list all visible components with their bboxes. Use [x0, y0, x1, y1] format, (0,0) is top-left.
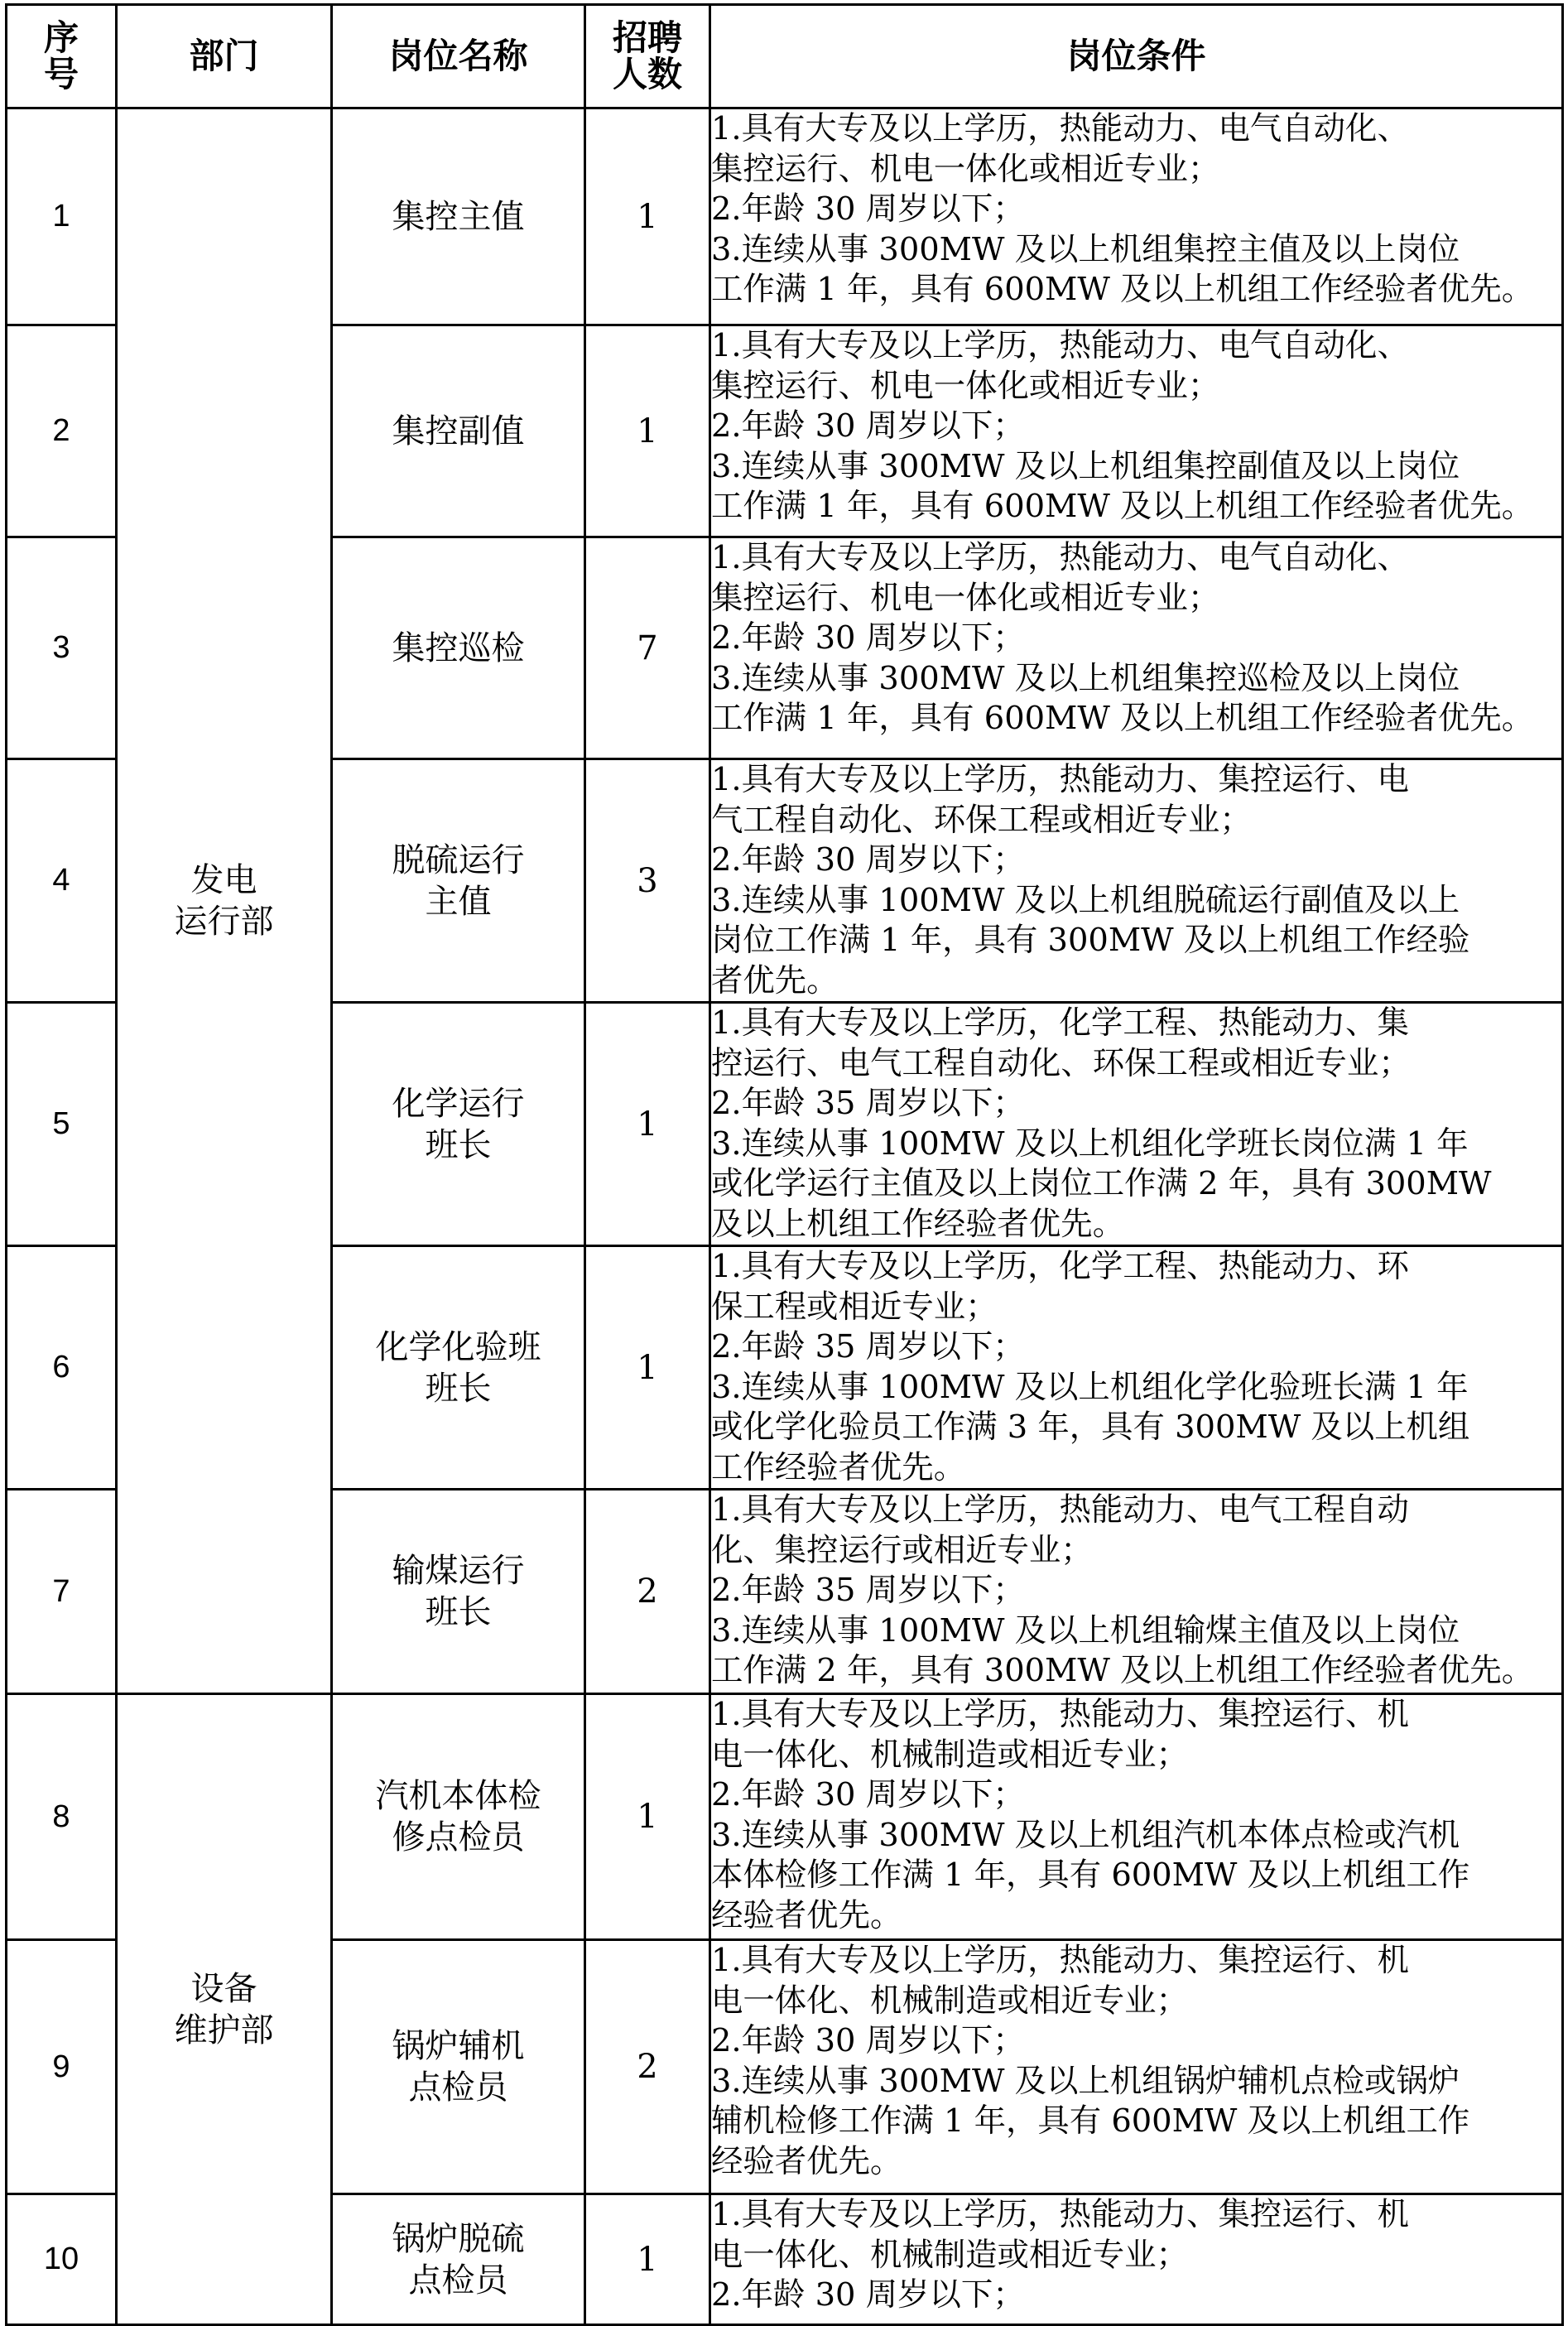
requirement-line: 3.连续从事 100MW 及以上机组化学班长岗位满 1 年 — [711, 1124, 1469, 1163]
requirement-line: 集控运行、机电一体化或相近专业； — [711, 150, 1220, 188]
header-title: 岗位名称 — [332, 5, 585, 108]
header-requirements: 岗位条件 — [710, 5, 1563, 108]
requirement-line: 1.具有大专及以上学历，化学工程、热能动力、环 — [711, 1248, 1409, 1285]
requirement-line: 2.年龄 30 周岁以下； — [711, 407, 1025, 445]
row-seq: 5 — [7, 1003, 117, 1246]
row-seq: 4 — [7, 759, 117, 1003]
hiring-count: 3 — [585, 759, 710, 1003]
requirement-line: 2.年龄 35 周岁以下； — [711, 1085, 1025, 1122]
row-seq: 1 — [7, 108, 117, 325]
requirement-line: 1.具有大专及以上学历，化学工程、热能动力、集 — [711, 1004, 1409, 1042]
recruitment-table — [5, 3, 1564, 2326]
requirement-line: 电一体化、机械制造或相近专业； — [711, 2236, 1188, 2274]
hiring-count: 2 — [585, 1940, 710, 2194]
hiring-count: 1 — [585, 1003, 710, 1246]
position-title-line: 集控副值 — [392, 412, 525, 450]
position-title-line: 班长 — [425, 1369, 492, 1408]
position-title — [332, 537, 585, 759]
requirement-line: 及以上机组工作经验者优先。 — [711, 1205, 1125, 1243]
department-line: 运行部 — [174, 903, 274, 941]
requirements-cell — [710, 1490, 1563, 1694]
position-title-line: 点检员 — [408, 2261, 508, 2300]
requirement-line: 工作经验者优先。 — [711, 1448, 966, 1486]
position-title — [332, 2194, 585, 2325]
header-row — [7, 5, 1563, 108]
requirement-line: 1.具有大专及以上学历，热能动力、集控运行、机 — [711, 1942, 1409, 1979]
requirement-line: 集控运行、机电一体化或相近专业； — [711, 579, 1220, 617]
position-title-line: 锅炉脱硫 — [392, 2219, 525, 2258]
requirement-line: 工作满 2 年，具有 300MW 及以上机组工作经验者优先。 — [711, 1652, 1534, 1689]
position-title-line: 班长 — [425, 1125, 492, 1164]
row-seq: 3 — [7, 537, 117, 759]
requirements-cell — [710, 2194, 1563, 2325]
position-title-line: 输煤运行 — [392, 1552, 525, 1590]
requirements-cell — [710, 537, 1563, 759]
department-line: 维护部 — [174, 2011, 274, 2049]
requirement-line: 电一体化、机械制造或相近专业； — [711, 1982, 1188, 2020]
requirement-line: 1.具有大专及以上学历，热能动力、集控运行、机 — [711, 1696, 1409, 1733]
requirement-line: 保工程或相近专业； — [711, 1288, 998, 1326]
position-title-line: 化学化验班 — [375, 1327, 541, 1366]
requirement-line: 化、集控运行或相近专业； — [711, 1531, 1093, 1569]
requirement-line: 1.具有大专及以上学历，热能动力、电气工程自动 — [711, 1491, 1409, 1529]
requirement-line: 工作满 1 年，具有 600MW 及以上机组工作经验者优先。 — [711, 488, 1534, 525]
requirements-cell — [710, 1694, 1563, 1940]
requirement-line: 气工程自动化、环保工程或相近专业； — [711, 801, 1252, 839]
position-title-line: 脱硫运行 — [392, 840, 525, 879]
requirement-line: 1.具有大专及以上学历，热能动力、电气自动化、 — [711, 539, 1409, 576]
position-title — [332, 1003, 585, 1246]
requirement-line: 2.年龄 35 周岁以下； — [711, 1328, 1025, 1365]
requirement-line: 3.连续从事 300MW 及以上机组汽机本体点检或汽机 — [711, 1816, 1460, 1854]
requirement-line: 本体检修工作满 1 年，具有 600MW 及以上机组工作 — [711, 1856, 1470, 1894]
requirement-line: 3.连续从事 100MW 及以上机组化学化验班长满 1 年 — [711, 1368, 1469, 1406]
hiring-count: 7 — [585, 537, 710, 759]
requirement-line: 电一体化、机械制造或相近专业； — [711, 1736, 1188, 1774]
table-row — [7, 1694, 1563, 1940]
position-title-line: 班长 — [425, 1593, 492, 1631]
requirement-line: 2.年龄 30 周岁以下； — [711, 2022, 1025, 2059]
requirements-cell — [710, 1003, 1563, 1246]
requirement-line: 辅机检修工作满 1 年，具有 600MW 及以上机组工作 — [711, 2102, 1470, 2140]
position-title-line: 点检员 — [408, 2068, 508, 2107]
header-count: 招聘 人数 — [585, 5, 710, 108]
requirement-line: 3.连续从事 100MW 及以上机组脱硫运行副值及以上 — [711, 881, 1460, 919]
row-seq: 6 — [7, 1246, 117, 1490]
requirement-line: 3.连续从事 100MW 及以上机组输煤主值及以上岗位 — [711, 1611, 1460, 1649]
row-seq: 10 — [7, 2194, 117, 2325]
hiring-count: 1 — [585, 2194, 710, 2325]
department-line: 设备 — [190, 1969, 257, 2008]
requirement-line: 控运行、电气工程自动化、环保工程或相近专业； — [711, 1044, 1411, 1082]
position-title-line: 修点检员 — [392, 1818, 525, 1856]
department-cell — [117, 108, 332, 1694]
requirement-line: 经验者优先。 — [711, 1896, 902, 1934]
hiring-count: 1 — [585, 325, 710, 537]
hiring-count: 1 — [585, 1246, 710, 1490]
requirements-cell — [710, 759, 1563, 1003]
position-title-line: 锅炉辅机 — [392, 2027, 525, 2065]
position-title — [332, 108, 585, 325]
row-seq: 8 — [7, 1694, 117, 1940]
requirement-line: 3.连续从事 300MW 及以上机组集控主值及以上岗位 — [711, 230, 1460, 268]
position-title-line: 主值 — [425, 882, 492, 921]
position-title — [332, 1246, 585, 1490]
position-title — [332, 1940, 585, 2194]
requirement-line: 1.具有大专及以上学历，热能动力、电气自动化、 — [711, 327, 1409, 364]
requirement-line: 或化学运行主值及以上岗位工作满 2 年，具有 300MW — [711, 1165, 1492, 1202]
requirement-line: 工作满 1 年，具有 600MW 及以上机组工作经验者优先。 — [711, 271, 1534, 308]
hiring-count: 1 — [585, 108, 710, 325]
requirement-line: 1.具有大专及以上学历，热能动力、集控运行、电 — [711, 761, 1409, 798]
requirements-cell — [710, 1940, 1563, 2194]
requirement-line: 2.年龄 30 周岁以下； — [711, 619, 1025, 657]
requirement-line: 集控运行、机电一体化或相近专业； — [711, 367, 1220, 405]
position-title-line: 集控巡检 — [392, 628, 525, 667]
requirement-line: 1.具有大专及以上学历，热能动力、集控运行、机 — [711, 2196, 1409, 2233]
position-title — [332, 1694, 585, 1940]
requirements-cell — [710, 108, 1563, 325]
row-seq: 2 — [7, 325, 117, 537]
hiring-count: 1 — [585, 1694, 710, 1940]
department-line: 发电 — [190, 861, 257, 899]
row-seq: 9 — [7, 1940, 117, 2194]
requirement-line: 工作满 1 年，具有 600MW 及以上机组工作经验者优先。 — [711, 700, 1534, 737]
hiring-count: 2 — [585, 1490, 710, 1694]
requirement-line: 2.年龄 30 周岁以下； — [711, 1776, 1025, 1813]
requirements-cell — [710, 325, 1563, 537]
requirement-line: 岗位工作满 1 年，具有 300MW 及以上机组工作经验 — [711, 922, 1470, 959]
position-title — [332, 1490, 585, 1694]
row-seq: 7 — [7, 1490, 117, 1694]
department-cell — [117, 1694, 332, 2325]
position-title-line: 集控主值 — [392, 197, 525, 236]
position-title — [332, 759, 585, 1003]
requirement-line: 1.具有大专及以上学历，热能动力、电气自动化、 — [711, 110, 1409, 147]
requirement-line: 2.年龄 30 周岁以下； — [711, 190, 1025, 228]
position-title-line: 化学运行 — [392, 1084, 525, 1123]
requirement-line: 者优先。 — [711, 961, 839, 999]
requirement-line: 2.年龄 30 周岁以下； — [711, 2276, 1025, 2314]
position-title — [332, 325, 585, 537]
position-title-line: 汽机本体检 — [375, 1777, 541, 1815]
requirement-line: 经验者优先。 — [711, 2142, 902, 2180]
requirement-line: 3.连续从事 300MW 及以上机组集控巡检及以上岗位 — [711, 659, 1460, 697]
requirement-line: 或化学化验员工作满 3 年，具有 300MW 及以上机组 — [711, 1409, 1470, 1446]
requirement-line: 2.年龄 30 周岁以下； — [711, 841, 1025, 879]
header-seq: 序 号 — [7, 5, 117, 108]
table-row — [7, 108, 1563, 325]
requirement-line: 2.年龄 35 周岁以下； — [711, 1572, 1025, 1609]
requirements-cell — [710, 1246, 1563, 1490]
header-dept: 部门 — [117, 5, 332, 108]
requirement-line: 3.连续从事 300MW 及以上机组集控副值及以上岗位 — [711, 447, 1460, 485]
requirement-line: 3.连续从事 300MW 及以上机组锅炉辅机点检或锅炉 — [711, 2062, 1460, 2100]
